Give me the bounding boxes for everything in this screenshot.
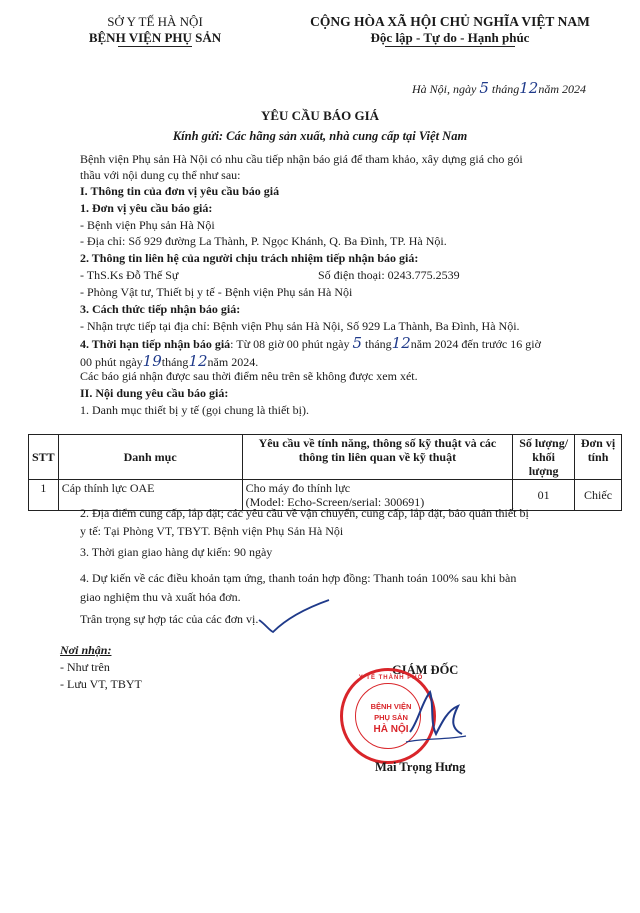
deadline-text-b: tháng: [365, 337, 392, 351]
national-header: [270, 14, 630, 46]
delivery-location-line-2: y tế: Tại Phòng VT, TBYT. Bệnh viện Phụ Sản Hà Nội: [80, 524, 344, 538]
issuer-block: [60, 14, 250, 46]
contact-phone: Số điện thoại: 0243.775.2539: [318, 268, 460, 282]
deadline-text-c: năm 2024 đến trước 16 giờ: [410, 337, 541, 351]
date-day: 5: [479, 79, 489, 97]
republic-title: CỘNG HÒA XÃ HỘI CHỦ NGHĨA VIỆT NAM: [310, 14, 590, 29]
payment-terms-line-2: giao nghiệm thu và xuất hóa đơn.: [80, 590, 241, 604]
signatory-name: Mai Trọng Hưng: [375, 760, 466, 774]
header-spec: [242, 435, 513, 480]
requester-name: - Bệnh viện Phụ sản Hà Nội: [80, 218, 215, 232]
deadline-month-2: 12: [188, 352, 208, 370]
recipient-line: Kính gửi: Các hãng sản xuất, nhà cung cấp tại Việt Nam: [172, 129, 468, 143]
motto-underline: [385, 46, 515, 47]
header-quantity-line-1: Số lượng/: [519, 436, 569, 450]
deadline-text-f: năm 2024.: [207, 355, 259, 369]
header-item: Danh mục: [58, 435, 242, 480]
deadline-line-1: [80, 334, 541, 352]
header-unit-line-2: tính: [587, 450, 609, 464]
initial-mark-icon: [255, 598, 335, 638]
contact-person: - ThS.Ks Đỗ Thế Sự: [80, 268, 179, 282]
subsection-2-heading: 2. Thông tin liên hệ của người chịu trách nhiệm tiếp nhận báo giá:: [80, 251, 419, 265]
late-submission-note: Các báo giá nhận được sau thời điểm nêu trên sẽ không được xem xét.: [80, 369, 418, 383]
issuer-underline: [118, 46, 192, 47]
stamp-line-3: HÀ NỘI: [373, 724, 409, 735]
date-prefix: Hà Nội, ngày: [412, 82, 477, 96]
date-line: [412, 79, 586, 97]
cell-stt: 1: [29, 480, 59, 511]
cell-spec-line-2: (Model: Echo-Screen/serial: 300691): [245, 495, 425, 509]
header-quantity: [513, 435, 575, 480]
subsection-4-heading: 4. Thời hạn tiếp nhận báo giá: [80, 337, 231, 351]
subsection-1-heading: 1. Đơn vị yêu cầu báo giá:: [80, 201, 213, 215]
signatory-title: GIÁM ĐỐC: [392, 663, 459, 677]
section-1-heading: I. Thông tin của đơn vị yêu cầu báo giá: [80, 184, 280, 198]
subsection-3-heading: 3. Cách thức tiếp nhận báo giá:: [80, 302, 241, 316]
hospital-name: BỆNH VIỆN PHỤ SẢN: [88, 30, 222, 45]
contact-department: - Phòng Vật tư, Thiết bị y tế - Bệnh viện Phụ sản Hà Nội: [80, 285, 353, 299]
deadline-day-2: 19: [142, 352, 162, 370]
intro-line-1: Bệnh viện Phụ sản Hà Nội có nhu cầu tiếp nhận báo giá để tham khảo, xây dựng giá cho gói: [80, 152, 523, 166]
deadline-text-d: 00 phút ngày: [80, 355, 143, 369]
payment-terms-line-1: 4. Dự kiến về các điều khoản tạm ứng, thanh toán hợp đồng: Thanh toán 100% sau khi bàn: [80, 571, 517, 585]
header-spec-line-1: Yêu cầu về tính năng, thông số kỹ thuật và các: [258, 436, 497, 450]
table-header-row: [29, 435, 622, 480]
deadline-line-2: [80, 352, 258, 370]
recipients-heading: Nơi nhận:: [60, 643, 112, 657]
deadline-month-1: 12: [391, 334, 411, 352]
deadline-text-a: : Từ 08 giờ 00 phút ngày: [230, 337, 350, 351]
date-month-word: tháng: [491, 82, 520, 96]
header-spec-line-2: thông tin liên quan về kỹ thuật: [298, 450, 457, 464]
header-stt: STT: [29, 435, 59, 480]
delivery-location-line-1: 2. Địa điểm cung cấp, lắp đặt; các yêu cầu về vận chuyển, cung cấp, lắp đặt, bảo quản thiết bị: [80, 506, 529, 520]
delivery-time: 3. Thời gian giao hàng dự kiến: 90 ngày: [80, 545, 273, 559]
stamp-top-text: Y TẾ THÀNH PHỐ: [358, 675, 424, 681]
signature-icon: [400, 682, 470, 752]
recipient-item: - Lưu VT, TBYT: [60, 677, 142, 691]
requester-address: - Địa chỉ: Số 929 đường La Thành, P. Ngọc Khánh, Q. Ba Đình, TP. Hà Nội.: [80, 234, 447, 248]
header-quantity-line-2: khối lượng: [528, 450, 559, 478]
ministry-name: SỞ Y TẾ HÀ NỘI: [107, 14, 203, 29]
recipient-item: - Như trên: [60, 660, 110, 674]
section-2-heading: II. Nội dung yêu cầu báo giá:: [80, 386, 229, 400]
cell-unit: Chiếc: [575, 480, 622, 511]
date-month: 12: [519, 79, 539, 97]
header-unit: [575, 435, 622, 480]
deadline-text-e: tháng: [161, 355, 189, 369]
header-unit-line-1: Đơn vị: [580, 436, 616, 450]
receiving-method: - Nhận trực tiếp tại địa chỉ: Bệnh viện Phụ sản Hà Nội, Số 929 La Thành, Ba Đình, Hà Nội.: [80, 319, 520, 333]
cell-item: Cáp thính lực OAE: [58, 480, 242, 511]
motto: Độc lập - Tự do - Hạnh phúc: [370, 30, 530, 45]
deadline-day-1: 5: [352, 334, 362, 352]
device-table: [28, 434, 622, 511]
closing-line: Trân trọng sự hợp tác của các đơn vị.: [80, 612, 259, 626]
document-title: YÊU CẦU BÁO GIÁ: [260, 108, 380, 123]
stamp-line-2: PHỤ SẢN: [374, 713, 408, 722]
date-year: năm 2024: [538, 82, 586, 96]
device-list-intro: 1. Danh mục thiết bị y tế (gọi chung là thiết bị).: [80, 403, 309, 417]
stamp-line-1: BỆNH VIỆN: [370, 702, 412, 711]
cell-spec-line-1: Cho máy đo thính lực: [245, 481, 351, 495]
intro-line-2: thầu với nội dung cụ thể như sau:: [80, 168, 241, 182]
cell-quantity: 01: [513, 480, 575, 511]
